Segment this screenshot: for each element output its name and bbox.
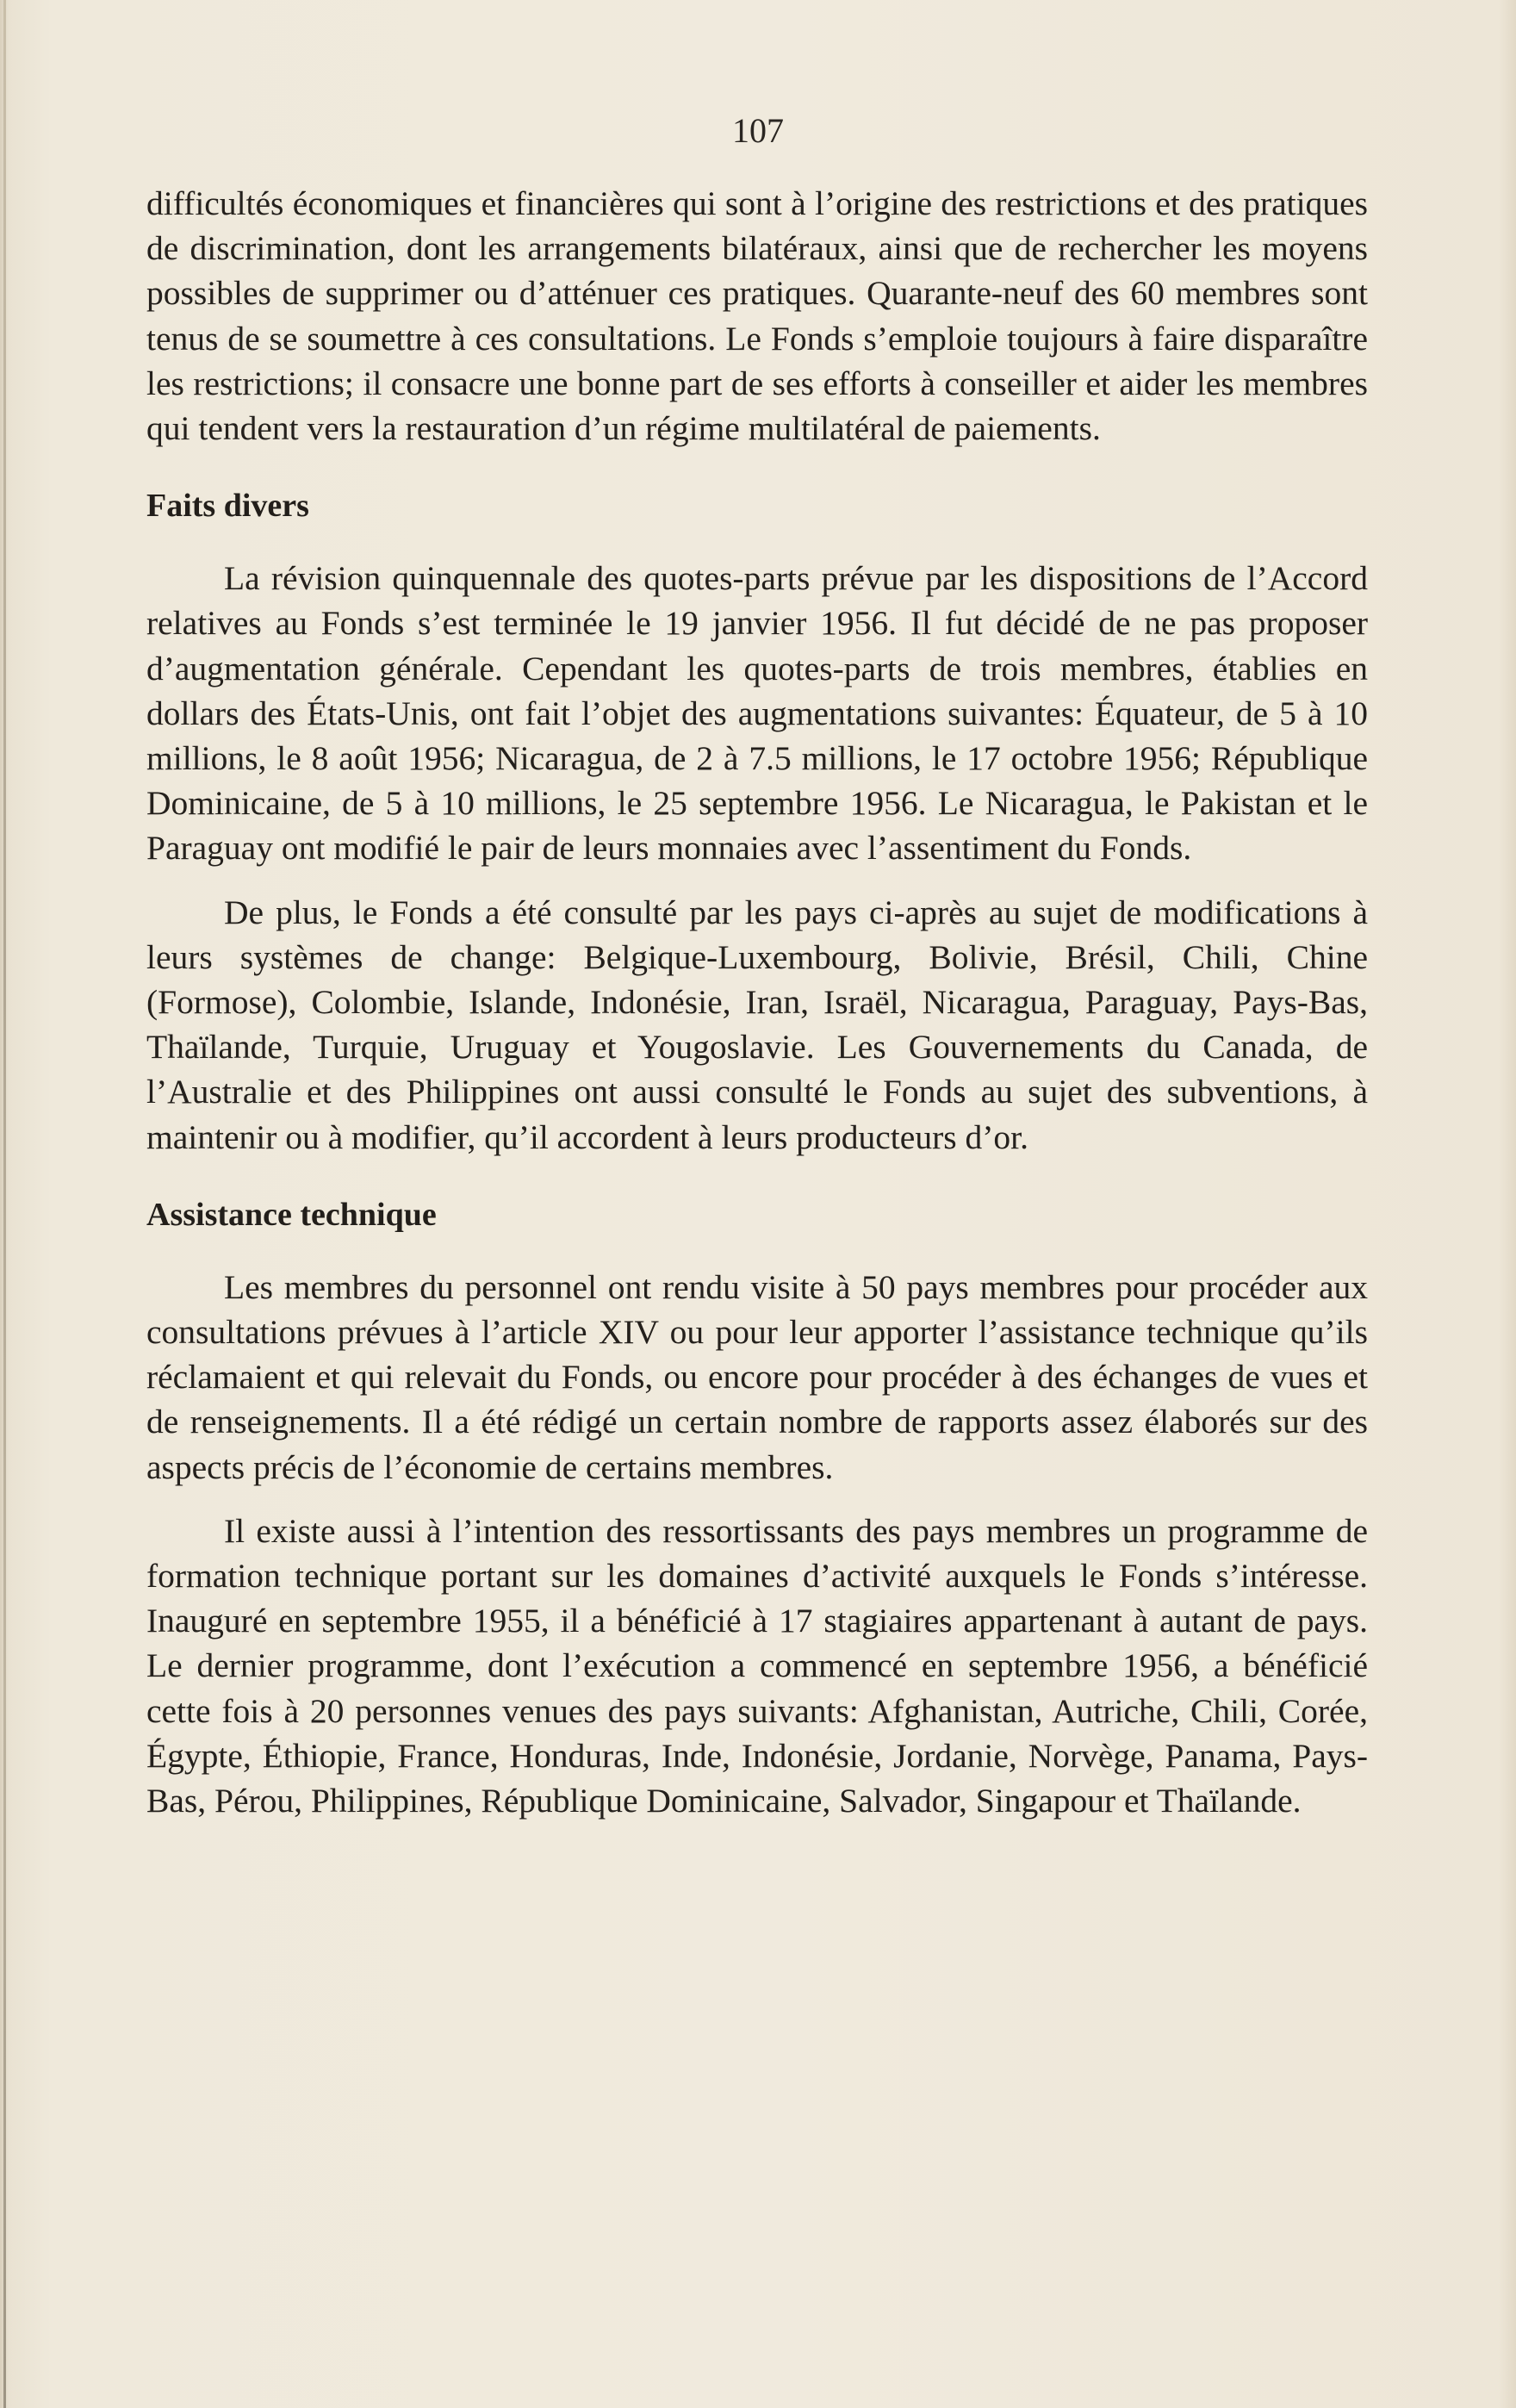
paragraph-exchange-consultations: De plus, le Fonds a été consulté par les pays ci-après au sujet de modifications à leurs systèmes de change: Belgique-Luxembourg, Bolivie, Brésil, Chili, Chine (Formose), Colombie, Islande, Indonésie, Iran, Israël, Nicaragua, Paraguay, Pays-Bas, Thaïlande, Turquie, Uruguay et Yougoslavie. Les Gouvernements du Canada, de l’Australie et des Philippines ont aussi consulté le Fonds au sujet des subventions, à maintenir ou à modifier, qu’il accordent à leurs producteurs d’or.: [146, 893, 1368, 1156]
page-binding-edge: [3, 0, 6, 2408]
page-body: [146, 181, 1368, 1823]
page-number: 107: [732, 111, 784, 150]
section-heading-faits-divers: Faits divers: [146, 488, 309, 525]
intro-paragraph: difficultés économiques et financières qui sont à l’origine des restrictions et des pratiques de discrimination, dont les arrangements bilatéraux, ainsi que de rechercher les moyens possibles de supprimer ou d’atténuer ces pratiques. Quarante-neuf des 60 membres sont tenus de se soumettre à ces consultations. Le Fonds s’emploie toujours à faire disparaître les restrictions; il consacre une bonne part de ses efforts à conseiller et aider les membres qui tendent vers la restauration d’un régime multilatéral de paiements.: [146, 184, 1368, 448]
paragraph-quota-revision: La révision quinquennale des quotes-parts prévue par les dispositions de l’Accord relatives au Fonds s’est terminée le 19 janvier 1956. Il fut décidé de ne pas proposer d’augmentation générale. Cependant les quotes-parts de trois membres, établies en dollars des États-Unis, ont fait l’objet des augmentations suivantes: Équateur, de 5 à 10 millions, le 8 août 1956; Nicaragua, de 2 à 7.5 millions, le 17 octobre 1956; République Dominicaine, de 5 à 10 millions, le 25 septembre 1956. Le Nicaragua, le Pakistan et le Paraguay ont modifié le pair de leurs monnaies avec l’assentiment du Fonds.: [146, 559, 1368, 868]
paragraph-staff-visits: Les membres du personnel ont rendu visite à 50 pays membres pour procéder aux consultations prévues à l’article XIV ou pour leur apporter l’assistance technique qu’ils réclamaient et qui relevait du Fonds, ou encore pour procéder à des échanges de vues et de renseignements. Il a été rédigé un certain nombre de rapports assez élaborés sur des aspects précis de l’économie de certains membres.: [146, 1267, 1368, 1486]
paragraph-training-program: Il existe aussi à l’intention des ressortissants des pays membres un programme de formation technique portant sur les domaines d’activité auxquels le Fonds s’intéresse. Inauguré en septembre 1955, il a bénéficié à 17 stagiaires appartenant à autant de pays. Le dernier programme, dont l’exécution a commencé en septembre 1956, a bénéficié cette fois à 20 personnes venues des pays suivants: Afghanistan, Autriche, Chili, Corée, Égypte, Éthiopie, France, Honduras, Inde, Indonésie, Jordanie, Norvège, Panama, Pays-Bas, Pérou, Philippines, République Dominicaine, Salvador, Singapour et Thaïlande.: [146, 1511, 1368, 1820]
section-heading-assistance-technique: Assistance technique: [146, 1196, 437, 1233]
